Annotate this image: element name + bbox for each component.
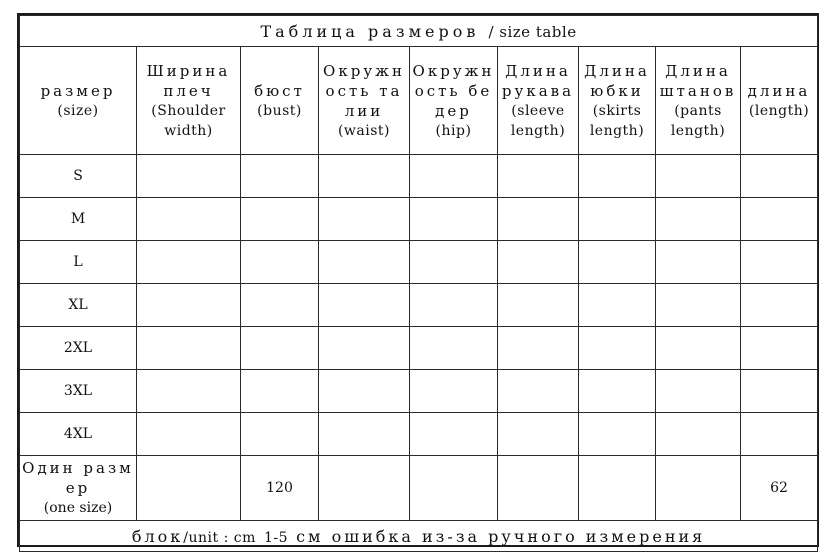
table-cell [241, 198, 319, 241]
table-row [20, 284, 818, 327]
header-row [20, 47, 818, 155]
table-cell [498, 327, 579, 370]
table-cell [410, 155, 498, 198]
footer-unit-ru: блок [131, 526, 184, 546]
table-row [20, 198, 818, 241]
table-cell [656, 413, 741, 456]
table-cell [498, 456, 579, 521]
column-header-label-en: (length) [748, 102, 810, 119]
table-cell [410, 413, 498, 456]
column-header-label-en: (skirts length) [589, 102, 645, 139]
footer-note [20, 521, 818, 552]
table-cell [241, 241, 319, 284]
table-cell [741, 155, 818, 198]
column-header-label: Длина штанов [659, 61, 737, 100]
footer-note-ru: см ошибка из-за ручного измерения [296, 526, 706, 546]
column-header-label-en: (Shoulder width) [151, 102, 226, 139]
table-cell [241, 327, 319, 370]
table-cell [498, 370, 579, 413]
table-cell [579, 413, 656, 456]
table-row [20, 327, 818, 370]
table-cell [579, 241, 656, 284]
table-cell [137, 198, 241, 241]
table-cell [319, 370, 410, 413]
table-cell [137, 284, 241, 327]
footer-range: 1-5 [263, 529, 288, 546]
column-header-label: Окружность талии [323, 61, 405, 120]
table-cell [579, 456, 656, 521]
table-cell [656, 155, 741, 198]
table-cell [579, 327, 656, 370]
table-cell [410, 370, 498, 413]
table-cell [656, 198, 741, 241]
size-cell: S [20, 155, 137, 198]
table-cell [137, 155, 241, 198]
column-header-label-en: (hip) [435, 122, 472, 139]
table-cell [579, 155, 656, 198]
size-cell: 4XL [20, 413, 137, 456]
table-cell [656, 370, 741, 413]
table-cell [656, 327, 741, 370]
table-cell [498, 241, 579, 284]
column-header-label: Длина рукава [501, 61, 575, 100]
table-cell [410, 456, 498, 521]
footer-row [20, 521, 818, 552]
table-cell [656, 241, 741, 284]
table-cell [137, 370, 241, 413]
column-header-label-en: (waist) [337, 122, 391, 139]
column-header-label-en: (size) [57, 102, 99, 119]
one-size-label-ru: Один размер [22, 459, 134, 497]
column-header-pants [656, 47, 741, 155]
column-header-label: бюст [254, 81, 305, 100]
column-header-size [20, 47, 137, 155]
size-cell: 2XL [20, 327, 137, 370]
table-cell [498, 413, 579, 456]
table-title-en: / size table [488, 22, 577, 41]
table-row [20, 155, 818, 198]
table-cell [241, 413, 319, 456]
table-cell [137, 241, 241, 284]
column-header-hip [410, 47, 498, 155]
footer-unit-en: /unit : cm [183, 529, 256, 546]
table-cell [656, 456, 741, 521]
one-size-label [20, 456, 137, 521]
table-cell [741, 284, 818, 327]
table-cell [319, 198, 410, 241]
table-row [20, 413, 818, 456]
column-header-label: Ширина плеч [146, 61, 231, 100]
size-cell: 3XL [20, 370, 137, 413]
table-cell [137, 456, 241, 521]
column-header-label-en: (sleeve length) [510, 102, 566, 139]
column-header-bust [241, 47, 319, 155]
table-cell [741, 370, 818, 413]
table-cell [656, 284, 741, 327]
table-cell [319, 284, 410, 327]
table-cell [241, 370, 319, 413]
size-table [19, 15, 818, 552]
table-cell [741, 327, 818, 370]
column-header-label-en: (pants length) [670, 102, 726, 139]
table-cell [319, 155, 410, 198]
table-cell [410, 284, 498, 327]
table-cell: 62 [741, 456, 818, 521]
table-cell [319, 327, 410, 370]
column-header-label: Длина юбки [584, 61, 650, 100]
column-header-sleeve [498, 47, 579, 155]
table-cell [741, 241, 818, 284]
column-header-length [741, 47, 818, 155]
table-cell [137, 327, 241, 370]
table-cell [410, 198, 498, 241]
table-cell [579, 370, 656, 413]
size-table-frame [17, 13, 819, 547]
column-header-label: размер [40, 81, 116, 100]
table-cell [137, 413, 241, 456]
size-cell: L [20, 241, 137, 284]
table-row [20, 241, 818, 284]
table-cell [498, 198, 579, 241]
one-size-label-en: (one size) [43, 500, 113, 516]
size-cell: XL [20, 284, 137, 327]
table-cell [319, 456, 410, 521]
table-cell [579, 198, 656, 241]
table-cell [319, 241, 410, 284]
table-cell [410, 327, 498, 370]
table-cell [241, 155, 319, 198]
table-cell [319, 413, 410, 456]
column-header-skirt [579, 47, 656, 155]
column-header-label-en: (bust) [257, 102, 302, 119]
table-row [20, 370, 818, 413]
table-cell [241, 284, 319, 327]
table-cell [741, 198, 818, 241]
table-title [20, 16, 818, 47]
column-header-shoulder [137, 47, 241, 155]
column-header-label: длина [747, 81, 811, 100]
table-cell [579, 284, 656, 327]
size-cell: M [20, 198, 137, 241]
column-header-waist [319, 47, 410, 155]
table-title-ru: Таблица размеров [260, 21, 480, 41]
table-cell [741, 413, 818, 456]
column-header-label: Окружность бедер [412, 61, 495, 120]
table-row-one-size [20, 456, 818, 521]
table-cell [498, 155, 579, 198]
table-cell [498, 284, 579, 327]
table-cell: 120 [241, 456, 319, 521]
table-cell [410, 241, 498, 284]
